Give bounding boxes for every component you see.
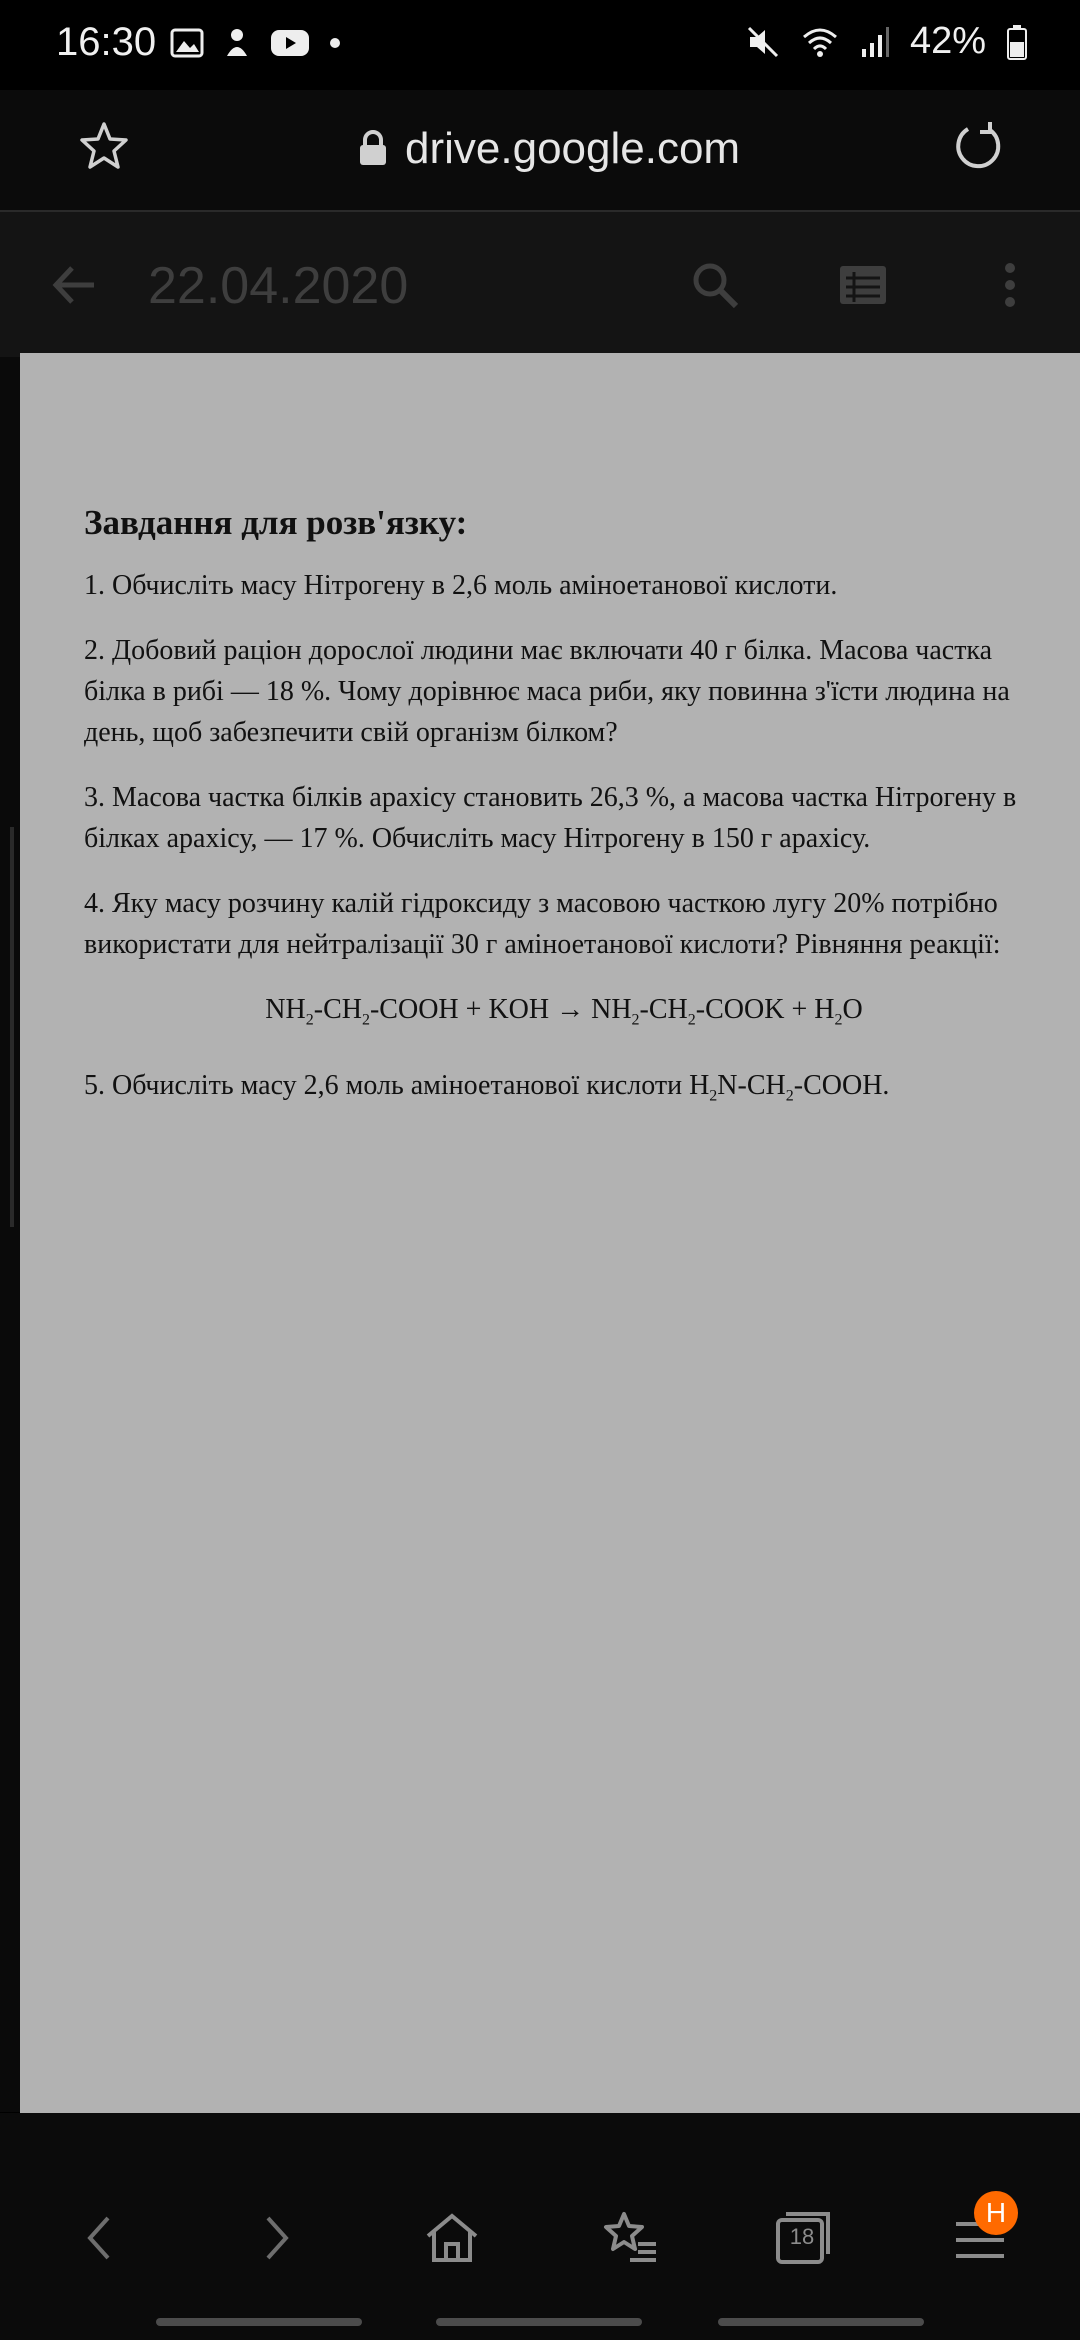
status-time: 16:30 [56, 20, 157, 64]
bookmarks-button[interactable] [600, 2208, 660, 2268]
search-button[interactable] [688, 258, 742, 317]
status-right-icons [746, 20, 1028, 63]
home-icon [422, 2208, 482, 2268]
list-view-icon [836, 258, 890, 312]
url-text[interactable]: drive.google.com [405, 124, 741, 173]
task-5: 5. Обчисліть масу 2,6 моль аміноетанової кислоти $H_2N-CH_2$-COOH. [84, 1069, 890, 1105]
task-2: 2. Добовий раціон дорослої людини має включати 40 г білка. Масова частка білка в рибі — 18 %. Чому дорівнює маса риби, яку повинна з'їсти людина на день, щоб забезпечити свій організм білком? [84, 635, 1010, 748]
nav-forward-button[interactable] [246, 2208, 306, 2268]
chevron-left-icon [70, 2208, 130, 2268]
notification-icon [222, 26, 252, 60]
search-icon [688, 258, 742, 312]
menu-notification-badge: H [974, 2191, 1018, 2235]
document-title: 22.04.2020 [148, 257, 409, 315]
gallery-icon [170, 28, 204, 58]
task-1: 1. Обчисліть масу Нітрогену в 2,6 моль аміноетанової кислоти. [84, 570, 838, 601]
chevron-right-icon [246, 2208, 306, 2268]
document-heading: Завдання для розв'язку: [84, 503, 468, 542]
status-bar [0, 0, 1080, 90]
scroll-indicator[interactable] [10, 827, 14, 1227]
reload-icon [950, 120, 1004, 174]
wifi-icon [800, 25, 840, 59]
status-left-icons [170, 26, 342, 60]
battery-icon [1006, 24, 1028, 60]
lock-icon [356, 128, 390, 168]
back-button[interactable] [48, 258, 102, 317]
task-4: 4. Яку масу розчину калій гідроксиду з масовою часткою лугу 20% потрібно використати для нейтралізації 30 г аміноетанової кислоти? Рівняння реакції: [84, 888, 1001, 960]
page-edge [0, 357, 20, 2112]
gesture-pill-left [156, 2318, 362, 2326]
task-3: 3. Масова частка білків арахісу становить 26,3 %, а масова частка Нітрогену в білках арахісу, — 17 %. Обчисліть масу Нітрогену в 150 г арахісу. [84, 782, 1017, 854]
bookmark-star-button[interactable] [78, 120, 130, 177]
star-icon [78, 120, 130, 172]
nav-back-button[interactable] [70, 2208, 130, 2268]
more-options-button[interactable] [998, 258, 1022, 317]
youtube-icon [270, 28, 310, 58]
gesture-pill-center[interactable] [436, 2318, 642, 2326]
browser-url-bar [0, 90, 1080, 212]
battery-level: 42% [909, 20, 986, 62]
document-page [20, 353, 1080, 2113]
bookmark-star-list-icon [600, 2208, 660, 2268]
gesture-pill-right [718, 2318, 924, 2326]
tabs-button[interactable] [772, 2208, 832, 2268]
more-vert-icon [998, 258, 1022, 312]
drive-toolbar [0, 212, 1080, 357]
tab-count: 18 [789, 2224, 815, 2249]
outline-button[interactable] [836, 258, 890, 317]
back-arrow-icon [48, 258, 102, 312]
signal-icon [860, 25, 890, 59]
mute-icon [746, 25, 780, 59]
reload-button[interactable] [950, 120, 1004, 179]
dot-icon [328, 36, 342, 50]
home-button[interactable] [422, 2208, 482, 2268]
browser-bottom-bar [0, 2113, 1080, 2340]
document-content [84, 503, 1044, 1140]
reaction-equation: $NH_2-CH_2$-COOH + KOH → $NH_2-CH_2$-COOK + $H_2O$ [265, 994, 863, 1029]
